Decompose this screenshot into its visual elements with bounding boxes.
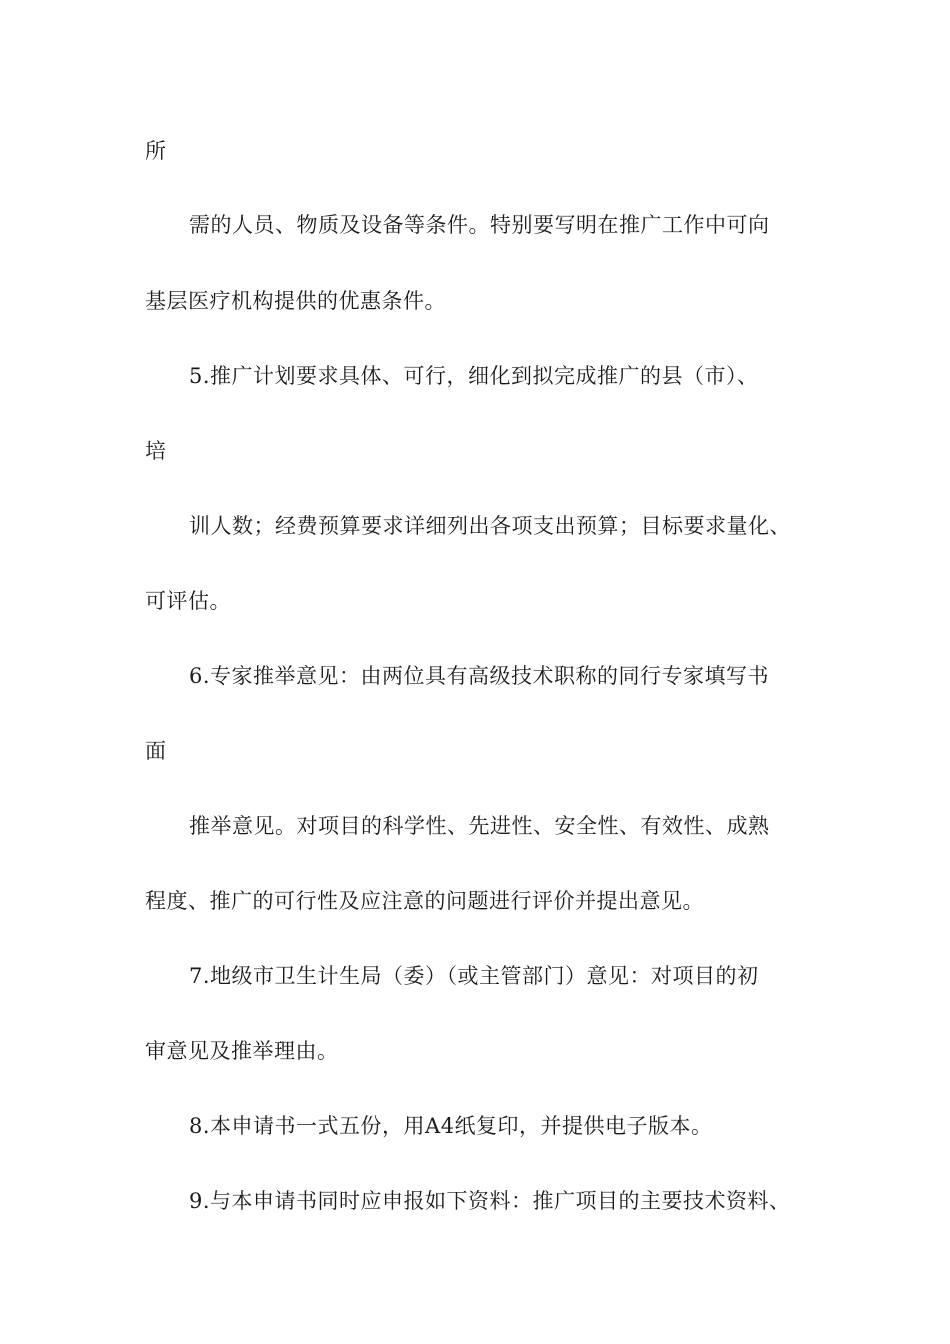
text-line: 6.专家推举意见：由两位具有高级技术职称的同行专家填写书 — [189, 664, 770, 688]
text-line: 培 — [145, 439, 167, 463]
text-line: 训人数；经费预算要求详细列出各项支出预算；目标要求量化、 — [189, 514, 791, 538]
text-line: 推举意见。对项目的科学性、先进性、安全性、有效性、成熟 — [189, 814, 770, 838]
text-line: 7.地级市卫生计生局（委）（或主管部门）意见：对项目的初 — [189, 964, 759, 988]
text-line: 基层医疗机构提供的优惠条件。 — [145, 289, 446, 313]
text-line: 需的人员、物质及设备等条件。特别要写明在推广工作中可向 — [189, 213, 770, 237]
text-line: 5.推广计划要求具体、可行，细化到拟完成推广的县（市）、 — [189, 364, 759, 388]
text-line: 所 — [145, 139, 167, 163]
text-line: 面 — [145, 739, 167, 763]
text-line: 审意见及推举理由。 — [145, 1039, 339, 1063]
text-line: 程度、推广的可行性及应注意的问题进行评价并提出意见。 — [145, 889, 704, 913]
text-line: 9.与本申请书同时应申报如下资料：推广项目的主要技术资料、 — [189, 1189, 791, 1213]
text-line: 8.本申请书一式五份，用A4纸复印，并提供电子版本。 — [189, 1114, 713, 1138]
text-line: 可评估。 — [145, 589, 231, 613]
